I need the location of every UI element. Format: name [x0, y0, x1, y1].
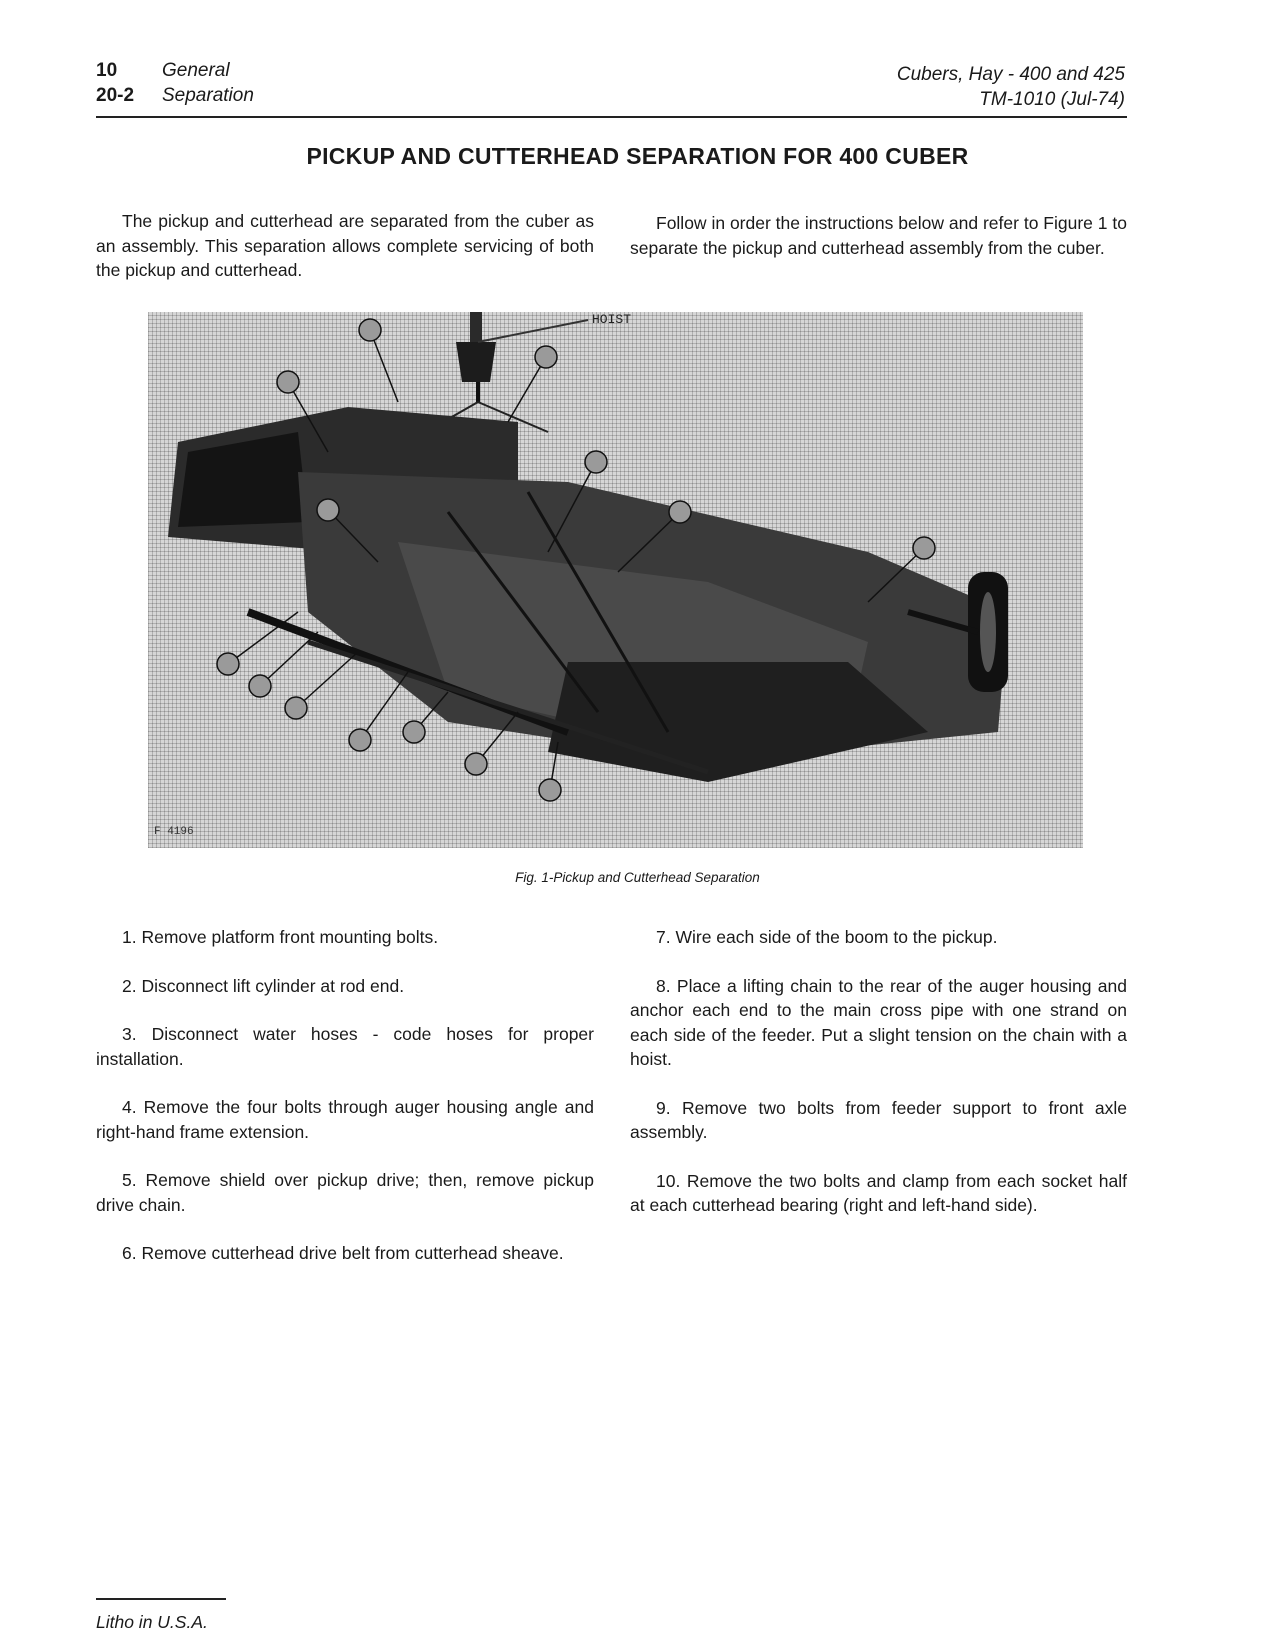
- manual-title: Cubers, Hay - 400 and 425: [896, 64, 1125, 85]
- figure-photo: [148, 312, 1083, 848]
- intro-paragraph-left: The pickup and cutterhead are separated from the cuber as an assembly. This separation allows complete servicing of both the pickup and cutterhead.: [96, 211, 594, 280]
- steps-column-right: [630, 925, 1127, 1242]
- list-item: 3. Disconnect water hoses - code hoses for proper installation.: [96, 1024, 594, 1069]
- footer-rule: [96, 1598, 226, 1600]
- subsection-label: Separation: [162, 85, 254, 106]
- figure-tag: F 4196: [154, 826, 194, 838]
- hoist-label: HOIST: [592, 312, 632, 327]
- section-number: 20-2: [96, 85, 135, 106]
- intro-paragraph-right: Follow in order the instructions below and refer to Figure 1 to separate the pickup and cutterhead assembly from the cuber.: [630, 213, 1127, 258]
- list-item: 6. Remove cutterhead drive belt from cutterhead sheave.: [122, 1243, 564, 1263]
- figure-caption: Fig. 1-Pickup and Cutterhead Separation: [515, 870, 760, 885]
- header-row: [96, 58, 254, 83]
- footer-imprint: Litho in U.S.A.: [96, 1612, 208, 1632]
- header-row: [96, 83, 254, 108]
- page-title: PICKUP AND CUTTERHEAD SEPARATION FOR 400 CUBER: [306, 143, 969, 169]
- list-item: 10. Remove the two bolts and clamp from each socket half at each cutterhead bearing (right and left-hand side).: [630, 1170, 1127, 1215]
- header-rule: [96, 116, 1127, 118]
- list-item: 1. Remove platform front mounting bolts.: [122, 927, 439, 947]
- list-item: 2. Disconnect lift cylinder at rod end.: [122, 975, 405, 996]
- running-header-left: [96, 58, 254, 108]
- list-item: 8. Place a lifting chain to the rear of the auger housing and anchor each end to the main cross pipe with one strand on each side of the feeder. Put a slight tension on the chain with a hoist.: [630, 975, 1127, 1069]
- page-number: 10: [96, 60, 118, 81]
- steps-column-left: [96, 925, 594, 1290]
- list-item: 9. Remove two bolts from feeder support to front axle assembly.: [630, 1097, 1127, 1142]
- machine-illustration: [148, 312, 1083, 848]
- list-item: 7. Wire each side of the boom to the pickup.: [656, 927, 998, 947]
- section-label: General: [162, 60, 230, 81]
- list-item: 5. Remove shield over pickup drive; then, remove pickup drive chain.: [96, 1170, 594, 1215]
- list-item: 4. Remove the four bolts through auger housing angle and right-hand frame extension.: [96, 1097, 594, 1142]
- manual-code: TM-1010 (Jul-74): [979, 89, 1125, 110]
- running-header-right: [897, 62, 1125, 112]
